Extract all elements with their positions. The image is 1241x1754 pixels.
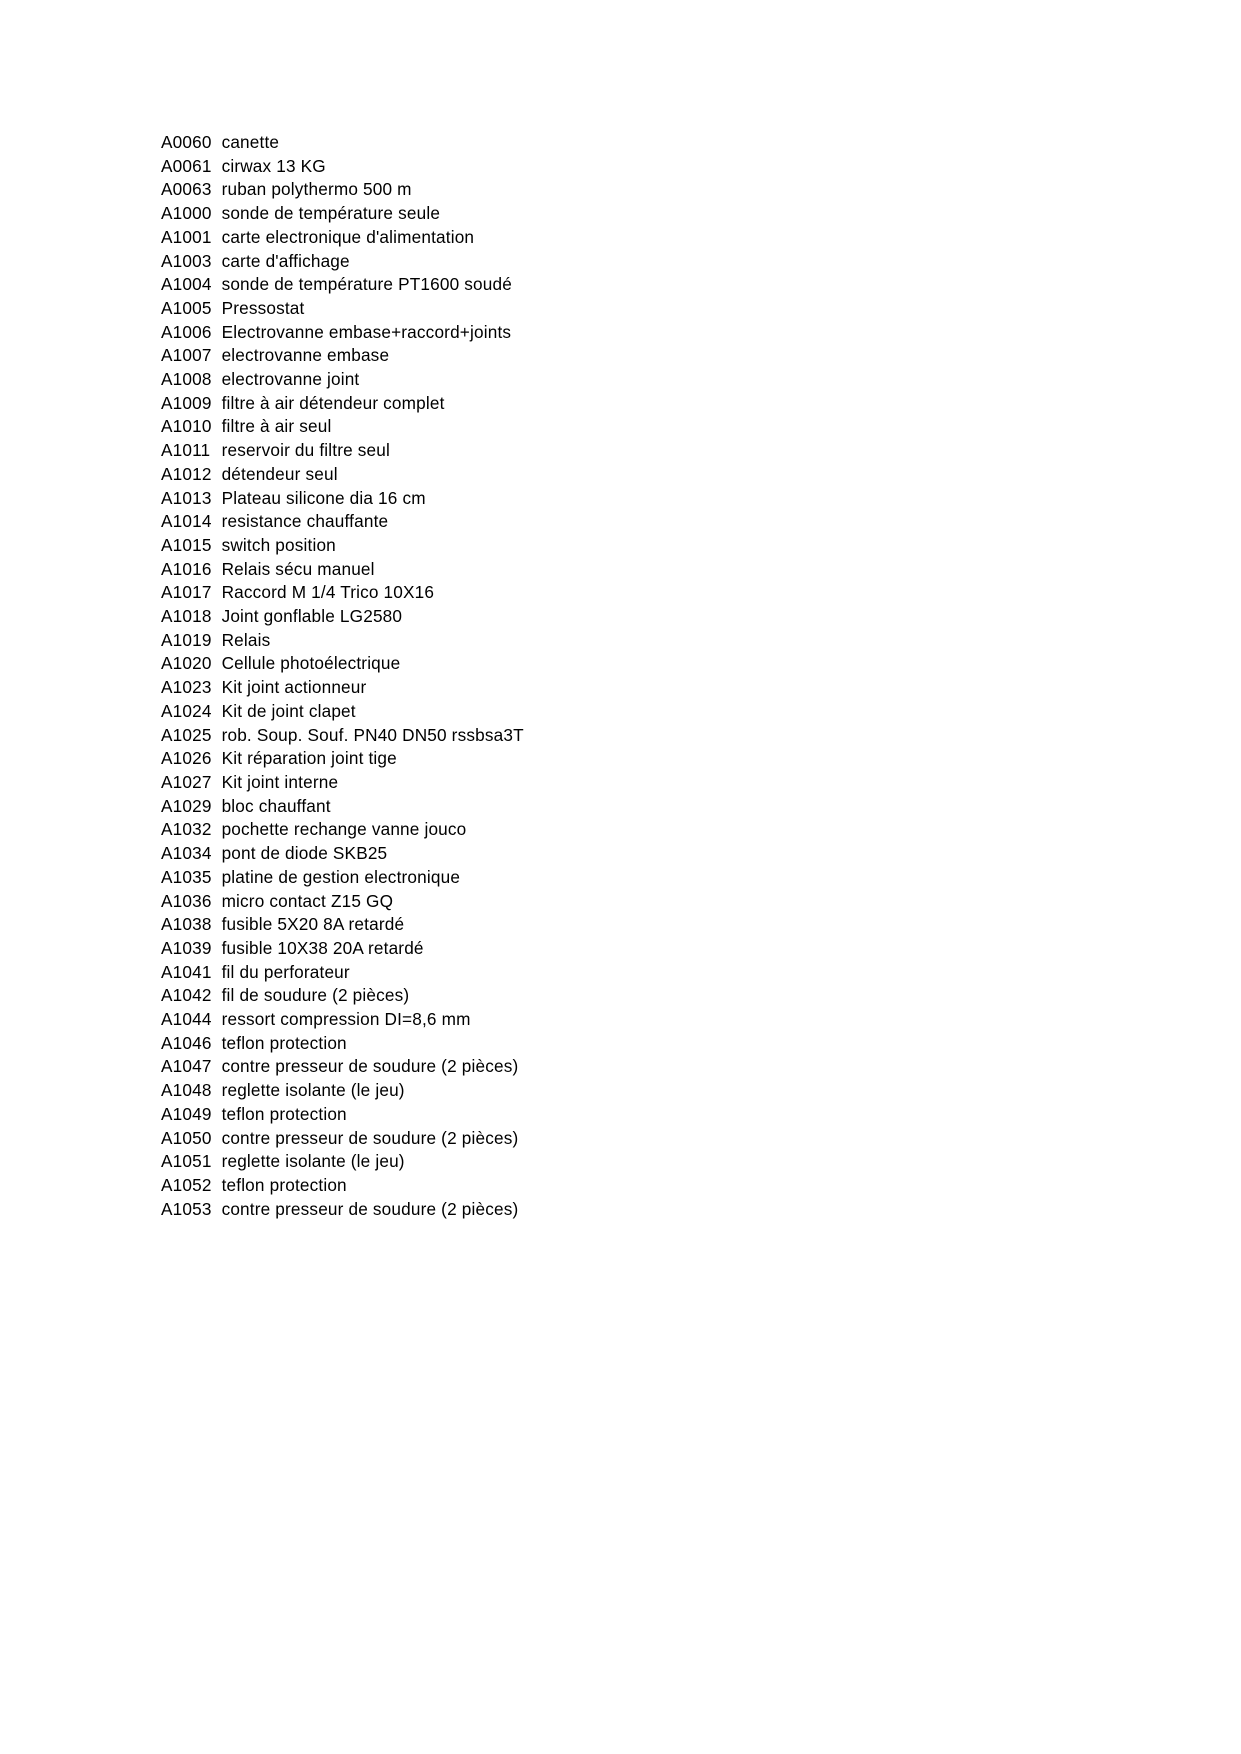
part-description: reglette isolante (le jeu): [221, 1080, 405, 1101]
table-row: [161, 581, 524, 605]
parts-list-table: [161, 131, 524, 1221]
table-row: [161, 202, 524, 226]
part-code: A1036: [161, 890, 212, 911]
part-description: Plateau silicone dia 16 cm: [221, 487, 426, 508]
table-row: [161, 866, 524, 890]
table-row: [161, 1055, 524, 1079]
table-row: [161, 178, 524, 202]
table-row: [161, 226, 524, 250]
table-row: [161, 439, 524, 463]
table-row: [161, 961, 524, 985]
part-description: teflon protection: [221, 1032, 347, 1053]
part-description: Joint gonflable LG2580: [221, 606, 403, 627]
part-code: A1019: [161, 629, 212, 650]
table-row: [161, 250, 524, 274]
part-description: détendeur seul: [221, 463, 338, 484]
table-row: [161, 1150, 524, 1174]
part-description: electrovanne joint: [221, 369, 360, 390]
part-code: A1012: [161, 463, 212, 484]
table-row: [161, 747, 524, 771]
part-code: A1046: [161, 1032, 212, 1053]
part-description: Kit de joint clapet: [221, 700, 356, 721]
table-row: [161, 297, 524, 321]
part-code: A1023: [161, 677, 212, 698]
part-code: A1035: [161, 866, 212, 887]
part-code: A1001: [161, 226, 212, 247]
part-code: A1049: [161, 1103, 212, 1124]
table-row: [161, 558, 524, 582]
part-code: A1005: [161, 297, 212, 318]
table-row: [161, 344, 524, 368]
part-code: A1009: [161, 392, 212, 413]
table-row: [161, 890, 524, 914]
part-description: ressort compression DI=8,6 mm: [221, 1009, 471, 1030]
table-row: [161, 700, 524, 724]
part-code: A1039: [161, 937, 212, 958]
part-code: A1008: [161, 369, 212, 390]
table-row: [161, 131, 524, 155]
part-code: A1018: [161, 606, 212, 627]
table-row: [161, 273, 524, 297]
part-code: A1014: [161, 511, 212, 532]
part-code: A1025: [161, 724, 212, 745]
table-row: [161, 510, 524, 534]
part-code: A1051: [161, 1151, 212, 1172]
part-code: A1044: [161, 1009, 212, 1030]
table-row: [161, 1032, 524, 1056]
part-code: A1053: [161, 1198, 212, 1219]
table-row: [161, 795, 524, 819]
table-row: [161, 724, 524, 748]
part-description: Pressostat: [221, 297, 305, 318]
table-row: [161, 534, 524, 558]
part-code: A1041: [161, 961, 212, 982]
table-row: [161, 629, 524, 653]
table-row: [161, 818, 524, 842]
part-description: switch position: [221, 534, 336, 555]
table-row: [161, 1103, 524, 1127]
part-code: A1015: [161, 534, 212, 555]
table-row: [161, 605, 524, 629]
part-description: contre presseur de soudure (2 pièces): [221, 1056, 519, 1077]
part-code: A1000: [161, 203, 212, 224]
part-description: electrovanne embase: [221, 345, 390, 366]
part-code: A1007: [161, 345, 212, 366]
part-description: fusible 10X38 20A retardé: [221, 937, 424, 958]
part-code: A1010: [161, 416, 212, 437]
table-row: [161, 1008, 524, 1032]
part-code: A1004: [161, 274, 212, 295]
table-row: [161, 392, 524, 416]
table-row: [161, 155, 524, 179]
table-row: [161, 1174, 524, 1198]
table-row: [161, 652, 524, 676]
part-description: reservoir du filtre seul: [221, 440, 390, 461]
table-row: [161, 321, 524, 345]
part-description: carte d'affichage: [221, 250, 350, 271]
part-description: sonde de température PT1600 soudé: [221, 274, 512, 295]
part-description: fil du perforateur: [221, 961, 350, 982]
part-code: A1047: [161, 1056, 212, 1077]
table-row: [161, 984, 524, 1008]
table-row: [161, 771, 524, 795]
part-description: Raccord M 1/4 Trico 10X16: [221, 582, 435, 603]
part-code: A0060: [161, 132, 212, 152]
part-description: platine de gestion electronique: [221, 866, 461, 887]
part-description: bloc chauffant: [221, 795, 331, 816]
part-description: Cellule photoélectrique: [221, 653, 401, 674]
part-description: sonde de température seule: [221, 203, 441, 224]
part-code: A1042: [161, 985, 212, 1006]
part-code: A1017: [161, 582, 212, 603]
part-description: rob. Soup. Souf. PN40 DN50 rssbsa3T: [221, 724, 524, 745]
part-description: Relais sécu manuel: [221, 558, 375, 579]
part-code: A1016: [161, 558, 212, 579]
part-code: A1006: [161, 321, 212, 342]
part-code: A1026: [161, 748, 212, 769]
part-description: fil de soudure (2 pièces): [221, 985, 410, 1006]
part-code: A1003: [161, 250, 212, 271]
table-row: [161, 463, 524, 487]
part-description: cirwax 13 KG: [221, 155, 326, 176]
part-code: A1027: [161, 771, 212, 792]
part-description: pochette rechange vanne jouco: [221, 819, 467, 840]
part-code: A1020: [161, 653, 212, 674]
table-row: [161, 676, 524, 700]
part-code: A1013: [161, 487, 212, 508]
part-description: contre presseur de soudure (2 pièces): [221, 1198, 519, 1219]
part-description: canette: [221, 132, 280, 152]
table-row: [161, 487, 524, 511]
part-description: filtre à air détendeur complet: [221, 392, 445, 413]
part-description: Kit joint actionneur: [221, 677, 367, 698]
part-code: A1048: [161, 1080, 212, 1101]
part-description: Kit réparation joint tige: [221, 748, 397, 769]
part-code: A1029: [161, 795, 212, 816]
part-description: filtre à air seul: [221, 416, 332, 437]
part-description: ruban polythermo 500 m: [221, 179, 412, 200]
table-row: [161, 368, 524, 392]
table-row: [161, 415, 524, 439]
part-code: A1032: [161, 819, 212, 840]
part-description: carte electronique d'alimentation: [221, 226, 475, 247]
table-row: [161, 1127, 524, 1151]
part-description: contre presseur de soudure (2 pièces): [221, 1127, 519, 1148]
part-description: teflon protection: [221, 1174, 347, 1195]
part-code: A1052: [161, 1174, 212, 1195]
table-row: [161, 1079, 524, 1103]
part-code: A0061: [161, 155, 212, 176]
table-row: [161, 937, 524, 961]
part-code: A0063: [161, 179, 212, 200]
part-code: A1050: [161, 1127, 212, 1148]
table-row: [161, 913, 524, 937]
part-description: pont de diode SKB25: [221, 843, 388, 864]
table-row: [161, 842, 524, 866]
part-description: Electrovanne embase+raccord+joints: [221, 321, 512, 342]
part-description: teflon protection: [221, 1103, 347, 1124]
table-row: [161, 1198, 524, 1222]
part-code: A1024: [161, 700, 212, 721]
part-code: A1038: [161, 914, 212, 935]
part-code: A1011: [161, 440, 211, 461]
part-description: fusible 5X20 8A retardé: [221, 914, 405, 935]
part-description: reglette isolante (le jeu): [221, 1151, 405, 1172]
part-description: Relais: [221, 629, 271, 650]
part-description: micro contact Z15 GQ: [221, 890, 394, 911]
part-code: A1034: [161, 843, 212, 864]
part-description: Kit joint interne: [221, 771, 339, 792]
part-description: resistance chauffante: [221, 511, 389, 532]
